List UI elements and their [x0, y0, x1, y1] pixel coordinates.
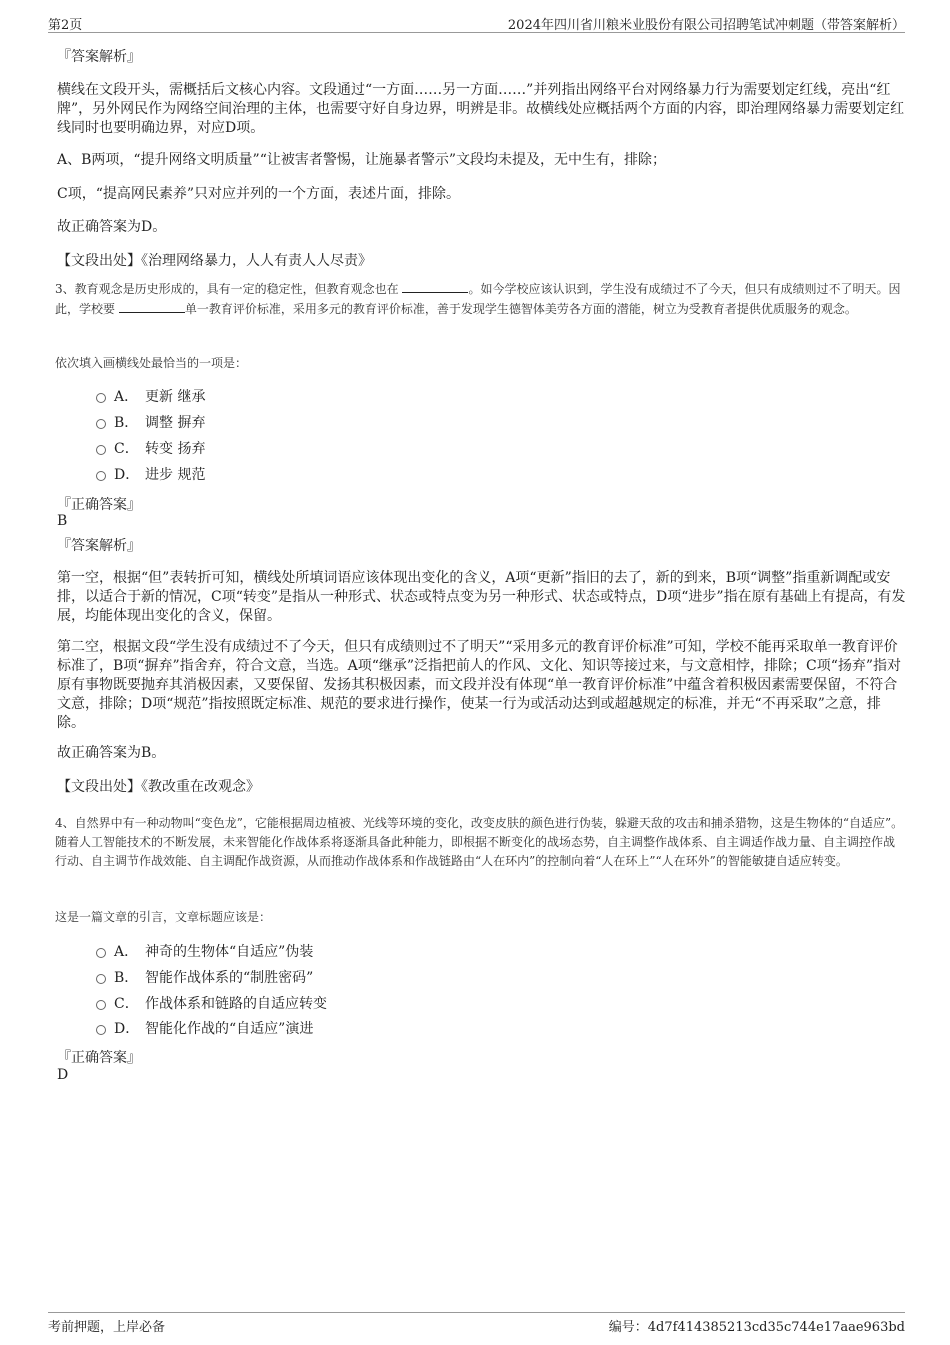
option-text: 进步 规范	[145, 467, 206, 483]
q2-analysis-p2: A、B两项，“提升网络文明质量”“让被害者警惕，让施暴者警示”文段均未提及，无中生有，排除；	[57, 152, 667, 168]
q3-stem	[55, 279, 905, 319]
footer-serial: 编号：4d7f414385213cd35c744e17aae963bd	[608, 1320, 905, 1335]
q4-answer: D	[57, 1067, 69, 1083]
option-text: 智能化作战的“自适应”演进	[145, 1021, 314, 1037]
q4-option-d[interactable]	[96, 1019, 313, 1039]
option-letter: C．	[114, 441, 139, 457]
option-letter: B．	[114, 415, 139, 431]
option-letter: A．	[114, 944, 139, 960]
radio-icon[interactable]	[96, 445, 106, 455]
q3-option-a[interactable]	[96, 387, 205, 407]
radio-icon[interactable]	[96, 393, 106, 403]
q2-analysis-p3: C项，“提高网民素养”只对应并列的一个方面，表述片面，排除。	[57, 186, 461, 202]
footer-slogan: 考前押题，上岸必备	[48, 1320, 166, 1335]
radio-icon[interactable]	[96, 974, 106, 984]
q3-analysis-p3: 故正确答案为B。	[57, 745, 166, 761]
q3-stem-part-3: 单一教育评价标准，采用多元的教育评价标准，善于发现学生德智体美劳各方面的潜能，树立为受教育者提供优质服务的观念。	[184, 302, 857, 316]
option-letter: D．	[114, 1021, 140, 1037]
q2-source: 【文段出处】《治理网络暴力，人人有责人人尽责》	[57, 253, 372, 269]
q3-answer: B	[57, 513, 68, 529]
radio-icon[interactable]	[96, 1025, 106, 1035]
q3-analysis-title: 『答案解析』	[57, 538, 141, 554]
q3-analysis-p1: 第一空，根据“但”表转折可知，横线处所填词语应该体现出变化的含义，A项“更新”指旧的去了，新的到来，B项“调整”指重新调配或安排，以适合于新的情况，C项“转变”是指从一种形式、状态或特点变为另一种形式、状态或特点，D项“进步”指在原有基础上有提高，有发展，均能体现出变化的含义，保留。	[57, 570, 906, 624]
q3-option-d[interactable]	[96, 465, 205, 485]
q3-stem-part-2: 。如今学校应该认识到，学生没有成绩过不了今天，但只有成绩则过不了明天。因此，学校要	[55, 282, 901, 316]
q4-prompt: 这是一篇文章的引言，文章标题应该是：	[55, 910, 272, 924]
q4-option-b[interactable]	[96, 968, 313, 988]
option-text: 调整 摒弃	[145, 415, 206, 431]
radio-icon[interactable]	[96, 419, 106, 429]
q4-option-a[interactable]	[96, 942, 313, 962]
q4-option-c[interactable]	[96, 994, 327, 1014]
option-text: 转变 扬弃	[145, 441, 206, 457]
q3-prompt: 依次填入画横线处最恰当的一项是：	[55, 356, 248, 370]
radio-icon[interactable]	[96, 471, 106, 481]
q4-answer-title: 『正确答案』	[57, 1050, 141, 1066]
option-letter: A．	[114, 389, 139, 405]
document-title: 2024年四川省川粮米业股份有限公司招聘笔试冲刺题（带答案解析）	[507, 18, 905, 33]
q2-analysis-p4: 故正确答案为D。	[57, 219, 167, 235]
q3-option-b[interactable]	[96, 413, 205, 433]
option-letter: C．	[114, 996, 139, 1012]
option-letter: D．	[114, 467, 140, 483]
q3-blank-2	[119, 299, 185, 313]
q3-stem-part-1: 3、教育观念是历史形成的，具有一定的稳定性，但教育观念也在	[55, 282, 399, 296]
q4-stem: 4、自然界中有一种动物叫“变色龙”，它能根据周边植被、光线等环境的变化，改变皮肤的颜色进行伪装，躲避天敌的攻击和捕杀猎物，这是生物体的“自适应”。随着人工智能技术的不断发展，未来智能化作战体系将逐渐具备此种能力，即根据不断变化的战场态势，自主调整作战体系、自主调适作战力量、自主调控作战行动、自主调节作战效能、自主调配作战资源，从而推动作战体系和作战链路由“人在环内”的控制向着“人在环上”“人在环外”的智能敏捷自适应转变。	[55, 816, 904, 868]
q2-analysis-title: 『答案解析』	[57, 49, 141, 65]
q3-blank-1	[402, 279, 468, 293]
radio-icon[interactable]	[96, 1000, 106, 1010]
option-letter: B．	[114, 970, 139, 986]
page-number: 第2页	[48, 18, 83, 33]
q2-analysis-p1: 横线在文段开头，需概括后文核心内容。文段通过“一方面……另一方面……”并列指出网络平台对网络暴力行为需要划定红线，亮出“红牌”，另外网民作为网络空间治理的主体，也需要守好自身边界，明辨是非。故横线处应概括两个方面的内容，即治理网络暴力需要划定红线同时也要明确边界，对应D项。	[57, 82, 905, 136]
option-text: 神奇的生物体“自适应”伪装	[145, 944, 314, 960]
page-header	[48, 14, 905, 33]
q3-analysis-p2: 第二空，根据文段“学生没有成绩过不了今天，但只有成绩则过不了明天”“采用多元的教育评价标准”可知，学校不能再采取单一教育评价标准了，B项“摒弃”指舍弃，符合文意，当选。A项“继承”泛指把前人的作风、文化、知识等接过来，与文意相悖，排除；C项“扬弃”指对原有事物既要抛弃其消极因素，又要保留、发扬其积极因素，而文段并没有体现“单一教育评价标准”中蕴含着积极因素需要保留，不符合文意，排除；D项“规范”指按照既定标准、规范的要求进行操作，使某一行为或活动达到或超越规定的标准，并无“不再采取”之意，排除。	[57, 639, 902, 731]
option-text: 更新 继承	[145, 389, 206, 405]
q3-option-c[interactable]	[96, 439, 205, 459]
option-text: 作战体系和链路的自适应转变	[145, 996, 327, 1012]
radio-icon[interactable]	[96, 948, 106, 958]
page-footer	[48, 1312, 905, 1335]
option-text: 智能作战体系的“制胜密码”	[145, 970, 314, 986]
q3-source: 【文段出处】《教改重在改观念》	[57, 779, 260, 795]
q3-answer-title: 『正确答案』	[57, 497, 141, 513]
